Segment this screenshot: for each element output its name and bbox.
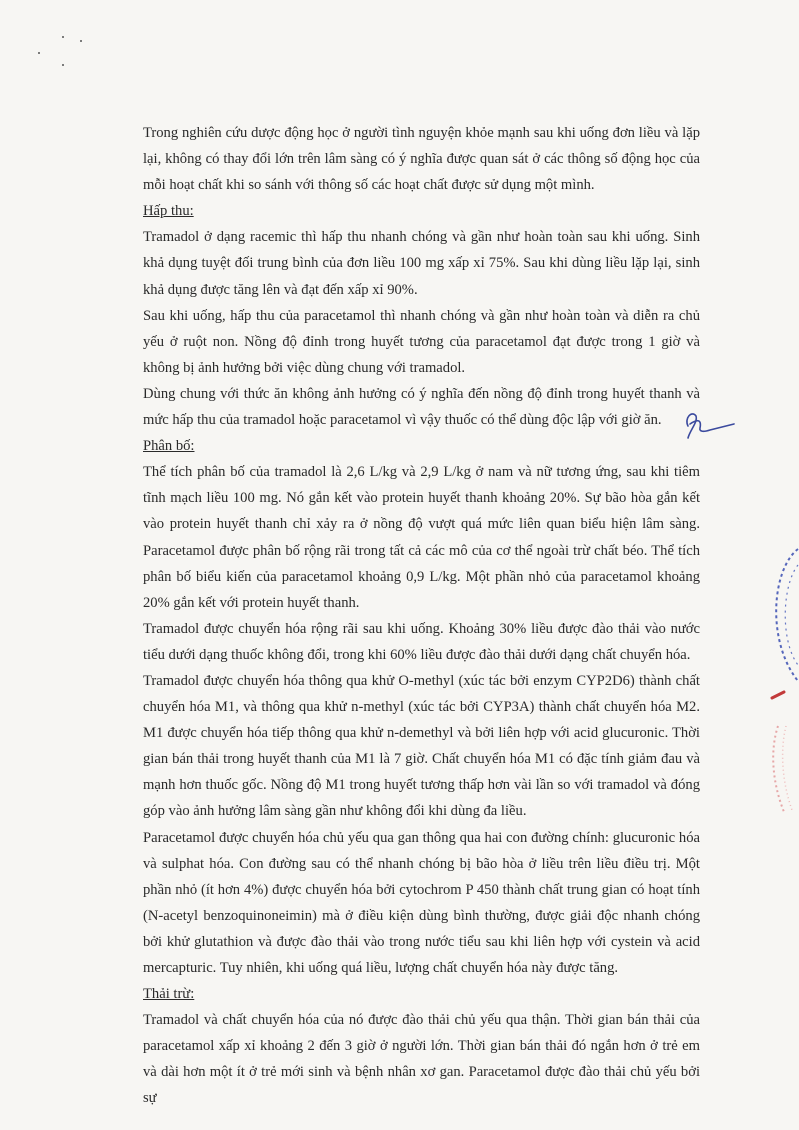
paragraph-metabolism-tramadol: Tramadol được chuyển hóa rộng rãi sau khi uống. Khoảng 30% liều được đào thải vào nước tiểu dưới dạng thuốc không đổi, trong khi 60% liều được đào thải dưới dạng chất chuyển hóa. [143,620,700,663]
paragraph-metabolism-m1: Tramadol được chuyển hóa thông qua khử O-methyl (xúc tác bởi enzym CYP2D6) thành chất chuyển hóa M1, và thông qua khử n-methyl (xúc tác bởi CYP3A) thành chất chuyển hóa M2. M1 được chuyển hóa tiếp thông qua khử n-demethyl và bởi liên hợp với acid glucuronic. Thời gian bán thải trong huyết thanh của M1 là 7 giờ. Chất chuyển hóa M1 có đặc tính giảm đau và mạnh hơn thuốc gốc. Nồng độ M1 trong huyết tương thấp hơn vài lần so với tramadol và đóng góp vào ảnh hưởng lâm sàng gần như không đổi khi dùng đa liều. [143,672,700,820]
heading-hap-thu: Hấp thu: [143,203,194,220]
paragraph-food-effect: Dùng chung với thức ăn không ảnh hưởng có ý nghĩa đến nồng độ đỉnh trong huyết thanh và mức hấp thu của tramadol hoặc paracetamol vì vậy thuốc có thể dùng độc lập với giờ ăn. [143,385,700,429]
paragraph-elimination: Tramadol và chất chuyển hóa của nó được đào thải chủ yếu qua thận. Thời gian bán thải của paracetamol xấp xỉ khoảng 2 đến 3 giờ ở người lớn. Thời gian bán thải đó ngắn hơn ở trẻ em và dài hơn một ít ở trẻ mới sinh và bệnh nhân xơ gan. Paracetamol được đào thải chủ yếu bởi sự [143,1012,700,1107]
red-stamp-mark [762,690,799,820]
paragraph-absorption-paracetamol: Sau khi uống, hấp thu của paracetamol thì nhanh chóng và gần như hoàn toàn và diễn ra chủ yếu ở ruột non. Nồng độ đỉnh trong huyết tương của paracetamol đạt được trong 1 giờ và không bị ảnh hưởng bởi việc dùng chung với tramadol. [143,307,700,376]
scan-speck [62,64,64,66]
document-body [143,120,700,1112]
paragraph-intro: Trong nghiên cứu dược động học ở người tình nguyện khỏe mạnh sau khi uống đơn liều và lặp lại, không có thay đổi lớn trên lâm sàng có ý nghĩa được quan sát ở các thông số động học của mỗi hoạt chất khi so sánh với thông số các hoạt chất được sử dụng một mình. [143,125,700,194]
heading-thai-tru: Thải trừ: [143,986,195,1003]
scan-speck [38,52,40,54]
heading-phan-bo: Phân bố: [143,438,195,455]
scan-speck [80,40,82,42]
paragraph-metabolism-paracetamol: Paracetamol được chuyển hóa chủ yếu qua gan thông qua hai con đường chính: glucuronic hóa và sulphat hóa. Con đường sau có thể nhanh chóng bị bão hòa ở liều trên liều điều trị. Một phần nhỏ (ít hơn 4%) được chuyển hóa bởi cytochrom P 450 thành chất trung gian có hoạt tính (N-acetyl benzoquinoneimin) mà ở điều kiện dùng bình thường, được giải độc nhanh chóng bởi khử glutathion và được đào thải vào trong nước tiểu sau khi liên hợp với cystein và acid mercapturic. Tuy nhiên, khi uống quá liều, lượng chất chuyển hóa này được tăng. [143,829,700,976]
paragraph-absorption-tramadol: Tramadol ở dạng racemic thì hấp thu nhanh chóng và gần như hoàn toàn sau khi uống. Sinh khả dụng tuyệt đối trung bình của đơn liều 100 mg xấp xỉ 75%. Sau khi dùng liều lặp lại, sinh khả dụng được tăng lên và đạt đến xấp xỉ 90%. [143,229,700,298]
signature-mark [680,404,736,444]
paragraph-distribution: Thể tích phân bố của tramadol là 2,6 L/kg và 2,9 L/kg ở nam và nữ tương ứng, sau khi tiêm tĩnh mạch liều 100 mg. Nó gắn kết vào protein huyết thanh khoảng 20%. Sự bão hòa gắn kết vào protein huyết thanh chỉ xảy ra ở nồng độ vượt quá mức liên quan biểu hiện lâm sàng. Paracetamol được phân bố rộng rãi trong tất cả các mô của cơ thể ngoài trừ chất béo. Thể tích phân bố biểu kiến của paracetamol khoảng 0,9 L/kg. Một phần nhỏ của paracetamol khoảng 20% gắn kết với protein huyết thanh. [143,464,700,611]
scan-speck [62,36,64,38]
stamp-mark [758,545,799,685]
